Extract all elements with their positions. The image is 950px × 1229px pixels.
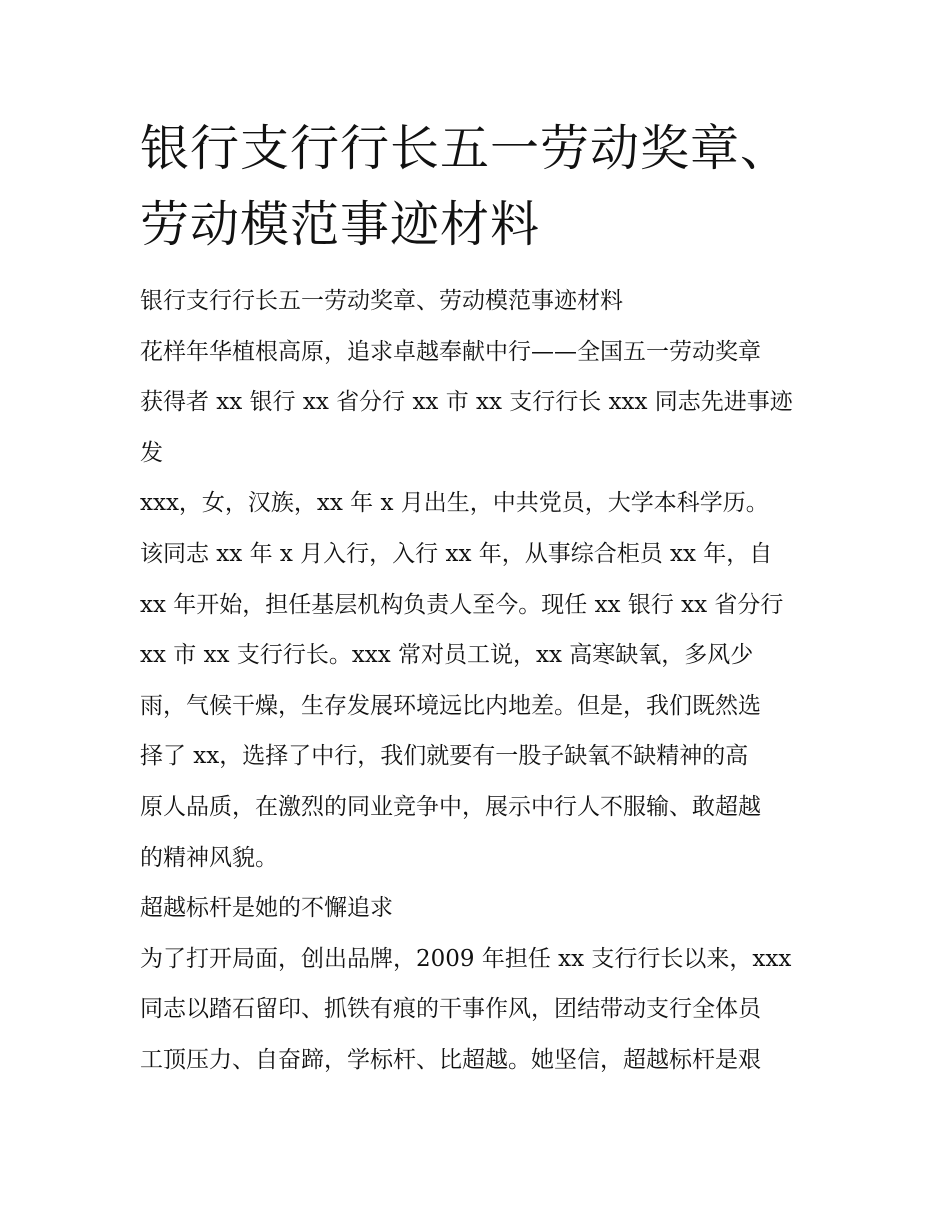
body-line: 工顶压力、自奋蹄，学标杆、比超越。她坚信，超越标杆是艰 [140, 1046, 761, 1073]
body-line: 该同志 xx 年 x 月入行，入行 xx 年，从事综合柜员 xx 年，自 [140, 540, 773, 567]
body-line: 获得者 xx 银行 xx 省分行 xx 市 xx 支行行长 xxx 同志先进事迹 [140, 389, 793, 416]
body-line: xx 市 xx 支行行长。xxx 常对员工说，xx 高寒缺氧，多风少 [140, 642, 754, 669]
body-line: 原人品质，在激烈的同业竞争中，展示中行人不服输、敢超越 [140, 793, 761, 820]
document-title-line-1: 银行支行行长五一劳动奖章、 [140, 120, 791, 177]
body-line: 同志以踏石留印、抓铁有痕的干事作风，团结带动支行全体员 [140, 996, 761, 1023]
body-line: 花样年华植根高原，追求卓越奉献中行——全国五一劳动奖章 [140, 338, 761, 365]
document-body [140, 284, 820, 1094]
body-line: xx 年开始，担任基层机构负责人至今。现任 xx 银行 xx 省分行 [140, 591, 784, 618]
body-line: 择了 xx，选择了中行，我们就要有一股子缺氧不缺精神的高 [140, 743, 749, 770]
body-line: xxx，女，汉族，xx 年 x 月出生，中共党员，大学本科学历。 [140, 490, 769, 517]
body-line: 银行支行行长五一劳动奖章、劳动模范事迹材料 [140, 288, 623, 314]
body-line: 为了打开局面，创出品牌，2009 年担任 xx 支行行长以来，xxx [140, 945, 792, 972]
body-line: 雨，气候干燥，生存发展环境远比内地差。但是，我们既然选 [140, 692, 761, 719]
body-line: 的精神风貌。 [140, 844, 278, 871]
section-heading: 超越标杆是她的不懈追求 [140, 895, 393, 922]
document-title-line-2: 劳动模范事迹材料 [140, 196, 541, 253]
body-line: 发 [140, 439, 163, 466]
